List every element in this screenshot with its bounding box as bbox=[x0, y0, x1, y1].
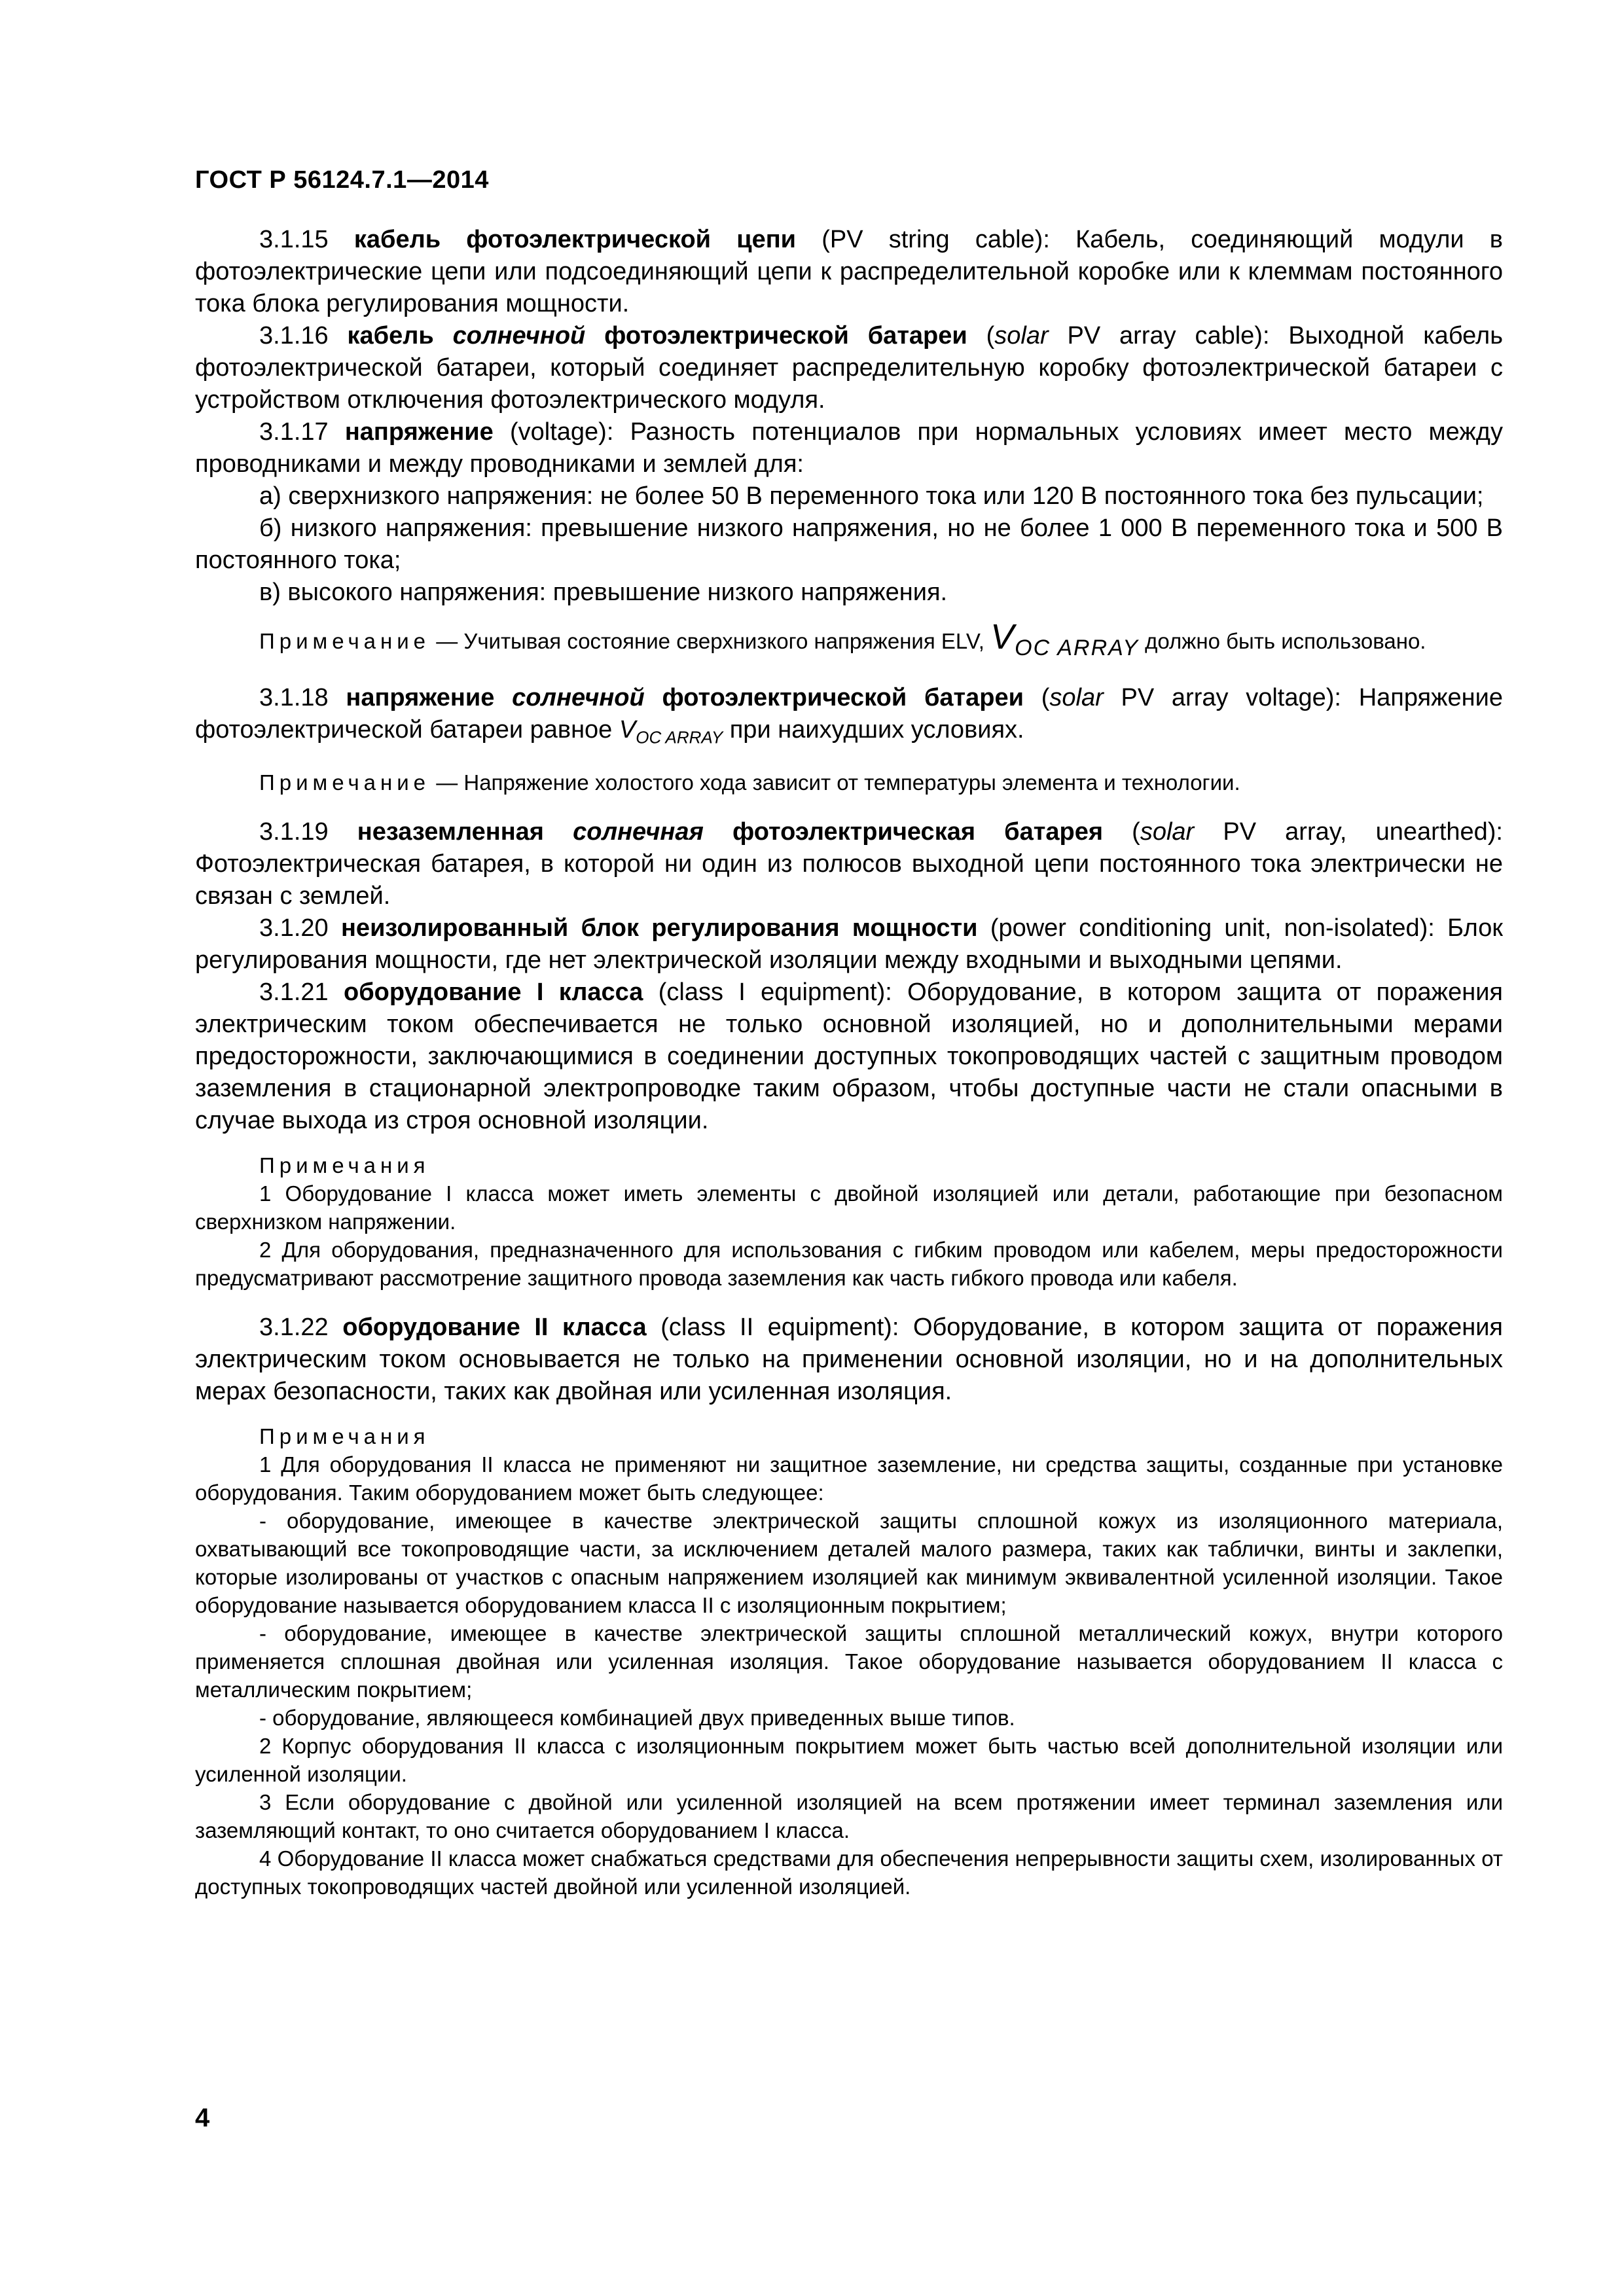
term-definition-part: ( bbox=[1041, 684, 1050, 711]
term-definition: (power conditioning unit, non-isolated): Блок регулирования мощности, где нет электрической изоляции между входными и выходными цепями. bbox=[195, 914, 1503, 974]
note-item: - оборудование, имеющее в качестве электрической защиты сплошной кожух из изоляционного материала, охватывающий все токопроводящие части, за исключением деталей малого размера, таких как таблички, винты и заклепки, которые изолированы от участков с опасным напряжением изоляцией как минимум эквивалентной усиленной изоляции. Такое оборудование называется оборудованием класса II с изоляционным покрытием; bbox=[195, 1508, 1503, 1617]
term-definition-part: ( bbox=[1132, 817, 1140, 846]
note-text: — Напряжение холостого хода зависит от температуры элемента и технологии. bbox=[436, 770, 1240, 795]
term-3-1-19 bbox=[195, 816, 1503, 912]
document-body bbox=[195, 224, 1503, 1901]
term-title-part: напряжение bbox=[346, 684, 495, 711]
term-number: 3.1.22 bbox=[259, 1313, 329, 1341]
term-definition-italic: solar bbox=[1049, 684, 1104, 711]
term-3-1-21 bbox=[195, 977, 1503, 1137]
note-item: - оборудование, являющееся комбинацией двух приведенных выше типов. bbox=[259, 1705, 1015, 1730]
term-number: 3.1.20 bbox=[259, 914, 329, 942]
note-item: 2 Корпус оборудования II класса с изоляционным покрытием может быть частью всей дополнительной изоляции или усиленной изоляции. bbox=[195, 1733, 1503, 1786]
list-item-a: а) сверхнизкого напряжения: не более 50 В переменного тока или 120 В постоянного тока без пульсации; bbox=[259, 482, 1484, 510]
term-3-1-20 bbox=[195, 912, 1503, 977]
term-title: оборудование I класса bbox=[343, 978, 643, 1006]
term-definition: (PV string cable): Кабель, соединяющий модули в фотоэлектрические цепи или подсоединяющий цепи к распределительной коробке или к клеммам постоянного тока блока регулирования мощности. bbox=[195, 226, 1503, 317]
note-3-1-17 bbox=[195, 617, 1503, 662]
term-title-part: фотоэлектрическая батарея bbox=[732, 817, 1104, 846]
term-title: оборудование II класса bbox=[342, 1313, 647, 1341]
term-definition-part: PV array cable): Выходной кабель фотоэлектрической батареи, который соединяет распределительную коробку фотоэлектрической батареи с устройством отключения фотоэлектрического модуля. bbox=[195, 322, 1503, 414]
voc-subscript: OC ARRAY bbox=[636, 727, 723, 747]
term-definition-part: PV array voltage): Напряжение фотоэлектрической батареи равное bbox=[195, 684, 1504, 744]
term-title: кабель фотоэлектрической цепи bbox=[353, 226, 797, 253]
term-title-part: незаземленная bbox=[357, 817, 544, 846]
voc-inline bbox=[619, 716, 723, 747]
term-number: 3.1.15 bbox=[259, 226, 329, 253]
note-item: 1 Для оборудования II класса не применяют ни защитное заземление, ни средства защиты, созданные при установке оборудования. Таким оборудованием может быть следующее: bbox=[195, 1452, 1503, 1505]
note-item: - оборудование, имеющее в качестве электрической защиты сплошной металлический кожух, внутри которого применяется сплошная двойная или усиленная изоляция. Такое оборудование называется оборудованием II класса с металлическим покрытием; bbox=[195, 1621, 1503, 1702]
term-number: 3.1.16 bbox=[259, 322, 329, 350]
term-number: 3.1.19 bbox=[259, 817, 329, 846]
term-title-italic: солнечная bbox=[573, 817, 704, 846]
term-title: напряжение bbox=[344, 418, 494, 446]
note-label: Примечание bbox=[259, 629, 431, 653]
term-title: неизолированный блок регулирования мощности bbox=[340, 914, 978, 942]
document-code: ГОСТ Р 56124.7.1—2014 bbox=[195, 166, 489, 194]
term-definition-italic: solar bbox=[1140, 817, 1195, 846]
term-title-part: фотоэлектрической батареи bbox=[662, 684, 1024, 711]
notes-label bbox=[195, 1422, 1503, 1450]
term-title-italic: солнечной bbox=[512, 684, 645, 711]
term-title-part: фотоэлектрической батареи bbox=[604, 322, 967, 350]
page-number: 4 bbox=[195, 2104, 210, 2132]
term-definition: (voltage): Разность потенциалов при нормальных условиях имеет место между проводниками и между проводниками и землей для: bbox=[195, 418, 1503, 478]
term-3-1-22 bbox=[195, 1312, 1503, 1408]
term-3-1-17 bbox=[195, 416, 1503, 480]
note-label: Примечание bbox=[259, 770, 431, 795]
note-text: — Учитывая состояние сверхнизкого напряжения ELV, bbox=[436, 629, 984, 653]
list-item-c: в) высокого напряжения: превышение низкого напряжения. bbox=[259, 579, 948, 606]
note-item: 4 Оборудование II класса может снабжаться средствами для обеспечения непрерывности защиты схем, изолированных от доступных токопроводящих частей двойной или усиленной изоляцией. bbox=[195, 1846, 1503, 1899]
notes-label-text: Примечания bbox=[259, 1424, 430, 1448]
term-3-1-18 bbox=[195, 682, 1503, 754]
term-number: 3.1.18 bbox=[259, 684, 329, 711]
term-definition: (class I equipment): Оборудование, в котором защита от поражения электрическим током обеспечивается не только основной изоляцией, но и дополнительными мерами предосторожности, заключающимися в соединении доступных токопроводящих частей с защитным проводом заземления в стационарной электропроводке таким образом, чтобы доступные части не стали опасными в случае выхода из строя основной изоляции. bbox=[195, 978, 1503, 1134]
term-3-1-16 bbox=[195, 320, 1503, 416]
note-item: 2 Для оборудования, предназначенного для использования с гибким проводом или кабелем, меры предосторожности предусматривают рассмотрение защитного провода заземления как часть гибкого провода или кабеля. bbox=[195, 1237, 1503, 1290]
voc-symbol: V bbox=[990, 617, 1015, 656]
term-definition-part: ( bbox=[986, 322, 995, 350]
term-definition-part: PV array, unearthed): Фотоэлектрическая батарея, в которой ни один из полюсов выходной цепи постоянного тока электрически не связан с землей. bbox=[195, 817, 1503, 910]
note-3-1-18 bbox=[195, 768, 1503, 797]
voc-subscript: OC ARRAY bbox=[1015, 636, 1139, 660]
term-number: 3.1.21 bbox=[259, 978, 329, 1006]
term-definition-italic: solar bbox=[994, 322, 1049, 350]
note-item: 1 Оборудование I класса может иметь элементы с двойной изоляцией или детали, работающие при безопасном сверхнизком напряжении. bbox=[195, 1181, 1503, 1234]
voc-symbol: V bbox=[619, 716, 636, 744]
term-definition: (class II equipment): Оборудование, в котором защита от поражения электрическим током основывается не только на применении основной изоляции, но и на дополнительных мерах безопасности, таких как двойная или усиленная изоляция. bbox=[195, 1313, 1504, 1405]
term-3-1-15 bbox=[195, 224, 1503, 320]
term-title-italic: солнечной bbox=[452, 322, 586, 350]
notes-label-text: Примечания bbox=[259, 1153, 430, 1177]
note-text: должно быть использовано. bbox=[1145, 629, 1426, 653]
term-definition-part: при наихудших условиях. bbox=[729, 716, 1024, 744]
term-title-part: кабель bbox=[347, 322, 434, 350]
note-item: 3 Если оборудование с двойной или усиленной изоляцией на всем протяжении имеет терминал заземления или заземляющий контакт, то оно считается оборудованием I класса. bbox=[195, 1789, 1503, 1842]
list-item-b: б) низкого напряжения: превышение низкого напряжения, но не более 1 000 В переменного тока и 500 В постоянного тока; bbox=[195, 514, 1503, 574]
term-number: 3.1.17 bbox=[259, 418, 329, 446]
notes-label bbox=[195, 1151, 1503, 1179]
